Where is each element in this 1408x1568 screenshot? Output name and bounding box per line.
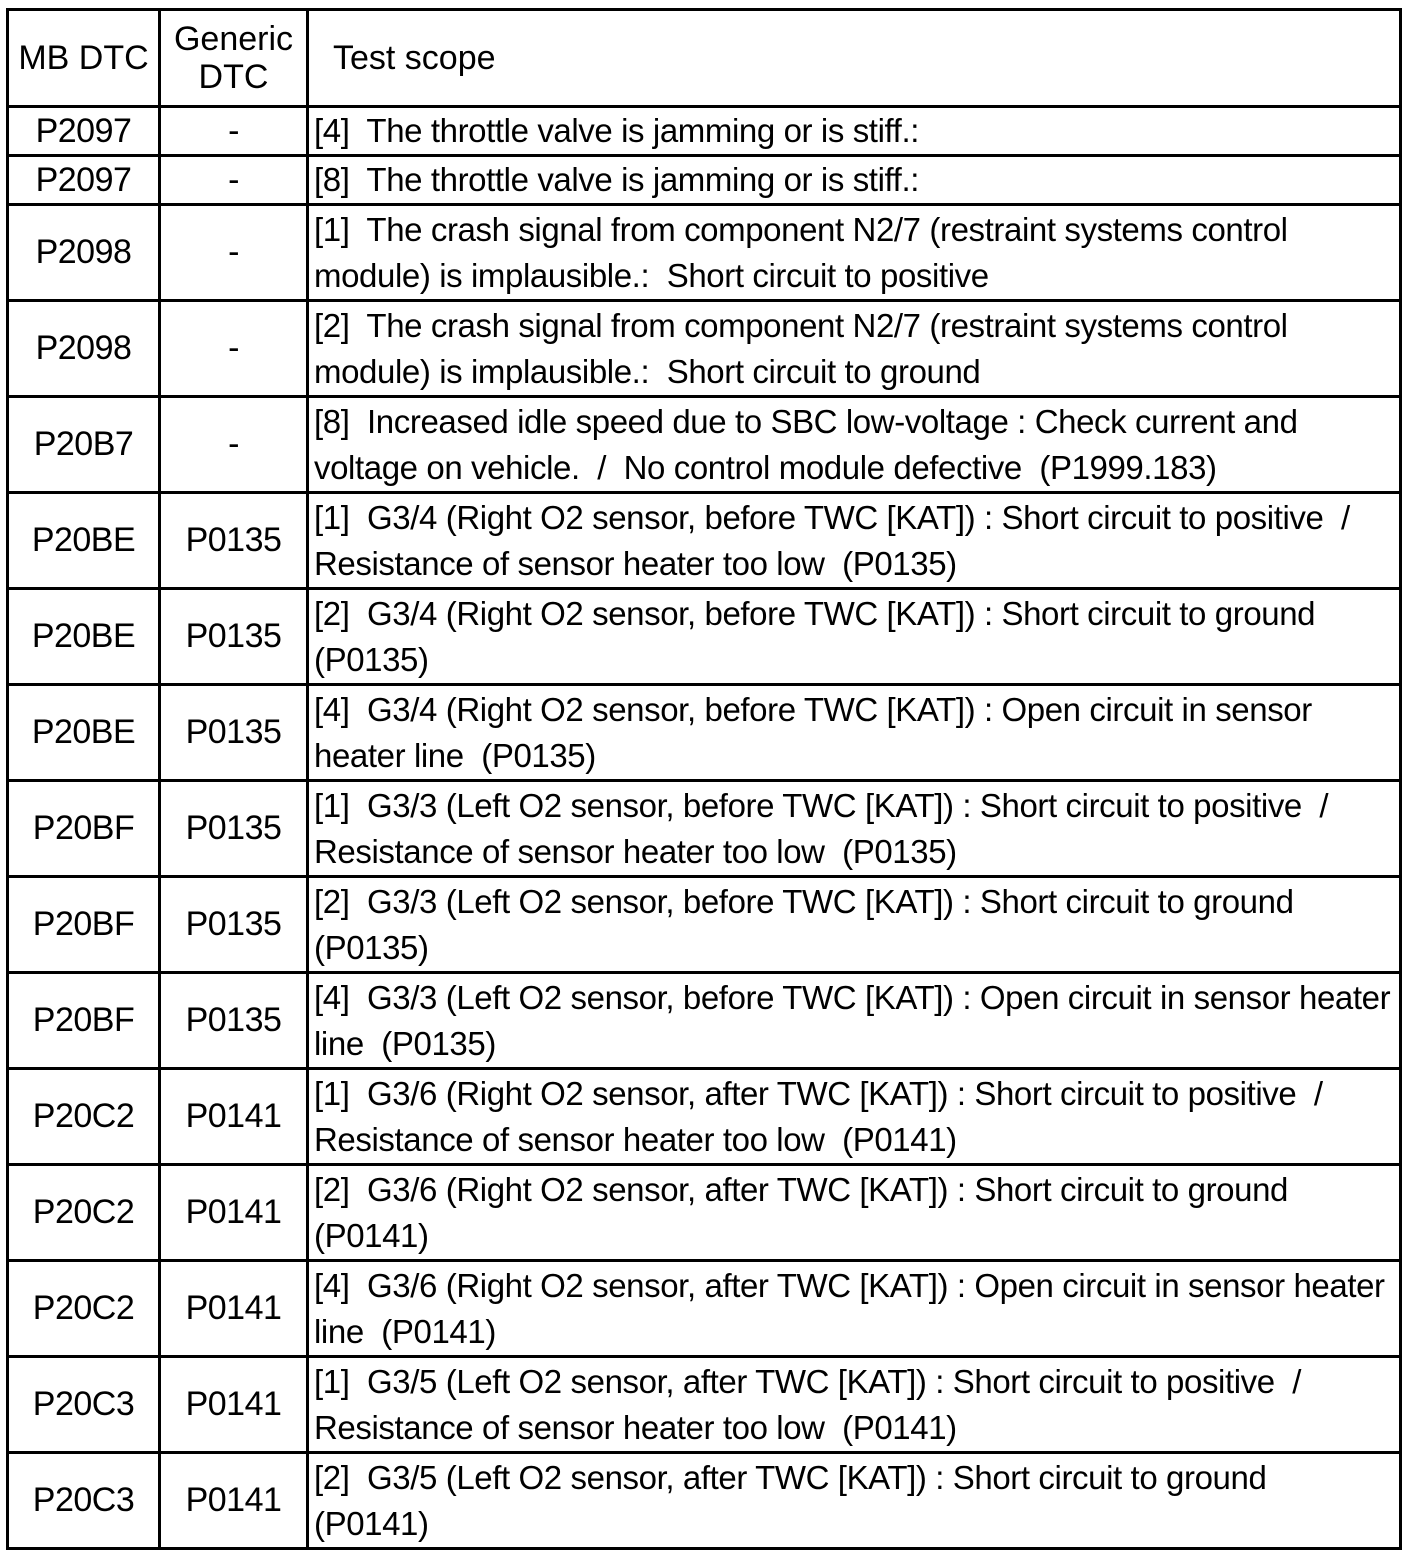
mb-dtc-cell: P20BF bbox=[8, 781, 160, 877]
table-row bbox=[8, 781, 1401, 877]
table-row bbox=[8, 1453, 1401, 1549]
test-scope-text: [1] G3/4 (Right O2 sensor, before TWC [KAT]) : Short circuit to positive / Resistance of sensor heater too low (P0135) bbox=[314, 498, 1368, 582]
test-scope-text: [8] The throttle valve is jamming or is stiff.: bbox=[314, 161, 919, 198]
test-scope-text: [2] G3/3 (Left O2 sensor, before TWC [KAT]) : Short circuit to ground (P0135) bbox=[314, 882, 1312, 966]
test-scope-cell bbox=[308, 589, 1401, 685]
test-scope-cell bbox=[308, 301, 1401, 397]
mb-dtc-cell: P20C2 bbox=[8, 1165, 160, 1261]
test-scope-cell bbox=[308, 1261, 1401, 1357]
header-generic-dtc-line1: Generic bbox=[173, 20, 294, 58]
generic-dtc-cell: P0135 bbox=[160, 685, 308, 781]
test-scope-text: [4] G3/4 (Right O2 sensor, before TWC [KAT]) : Open circuit in sensor heater line (P0135) bbox=[314, 690, 1321, 774]
table-row bbox=[8, 685, 1401, 781]
test-scope-text: [4] The throttle valve is jamming or is stiff.: bbox=[314, 112, 919, 149]
generic-dtc-cell: P0141 bbox=[160, 1453, 308, 1549]
test-scope-cell bbox=[308, 685, 1401, 781]
test-scope-text: [2] G3/6 (Right O2 sensor, after TWC [KAT]) : Short circuit to ground (P0141) bbox=[314, 1170, 1306, 1254]
table-row bbox=[8, 1165, 1401, 1261]
generic-dtc-cell: - bbox=[160, 205, 308, 301]
table-row bbox=[8, 493, 1401, 589]
mb-dtc-cell: P20BE bbox=[8, 493, 160, 589]
test-scope-cell bbox=[308, 1357, 1401, 1453]
generic-dtc-cell: P0135 bbox=[160, 589, 308, 685]
generic-dtc-cell: P0141 bbox=[160, 1261, 308, 1357]
test-scope-text: [2] G3/4 (Right O2 sensor, before TWC [KAT]) : Short circuit to ground (P0135) bbox=[314, 594, 1333, 678]
test-scope-cell bbox=[308, 1069, 1401, 1165]
test-scope-text: [1] G3/5 (Left O2 sensor, after TWC [KAT]) : Short circuit to positive / Resistance of sensor heater too low (P0141) bbox=[314, 1362, 1319, 1446]
generic-dtc-cell: P0135 bbox=[160, 781, 308, 877]
test-scope-cell bbox=[308, 205, 1401, 301]
test-scope-cell bbox=[308, 493, 1401, 589]
generic-dtc-cell: P0135 bbox=[160, 877, 308, 973]
test-scope-cell bbox=[308, 973, 1401, 1069]
table-row bbox=[8, 156, 1401, 205]
mb-dtc-cell: P2097 bbox=[8, 107, 160, 156]
mb-dtc-cell: P20C3 bbox=[8, 1453, 160, 1549]
table-row bbox=[8, 589, 1401, 685]
header-generic-dtc-line2: DTC bbox=[198, 58, 269, 96]
test-scope-cell bbox=[308, 1165, 1401, 1261]
test-scope-text: [2] G3/5 (Left O2 sensor, after TWC [KAT]) : Short circuit to ground (P0141) bbox=[314, 1458, 1284, 1542]
test-scope-text: [8] Increased idle speed due to SBC low-voltage : Check current and voltage on vehicle. / No control module defective (P1999.183) bbox=[314, 402, 1307, 486]
table-row bbox=[8, 205, 1401, 301]
mb-dtc-cell: P20BE bbox=[8, 589, 160, 685]
mb-dtc-cell: P2098 bbox=[8, 301, 160, 397]
test-scope-cell bbox=[308, 107, 1401, 156]
mb-dtc-cell: P20BF bbox=[8, 877, 160, 973]
generic-dtc-cell: P0135 bbox=[160, 973, 308, 1069]
table-row bbox=[8, 877, 1401, 973]
generic-dtc-cell: - bbox=[160, 397, 308, 493]
table-row bbox=[8, 107, 1401, 156]
mb-dtc-cell: P20BE bbox=[8, 685, 160, 781]
generic-dtc-cell: P0135 bbox=[160, 493, 308, 589]
mb-dtc-cell: P2098 bbox=[8, 205, 160, 301]
test-scope-cell bbox=[308, 1453, 1401, 1549]
test-scope-text: [1] The crash signal from component N2/7 (restraint systems control module) is implausible.: Short circuit to positive bbox=[314, 210, 1297, 294]
table-header bbox=[8, 10, 1401, 107]
test-scope-text: [1] G3/6 (Right O2 sensor, after TWC [KAT]) : Short circuit to positive / Resistance of sensor heater too low (P0141) bbox=[314, 1074, 1341, 1158]
header-test-scope: Test scope bbox=[308, 10, 1401, 107]
mb-dtc-cell: P2097 bbox=[8, 156, 160, 205]
mb-dtc-cell: P20C3 bbox=[8, 1357, 160, 1453]
table-body bbox=[8, 107, 1401, 1549]
test-scope-text: [1] G3/3 (Left O2 sensor, before TWC [KAT]) : Short circuit to positive / Resistance of sensor heater too low (P0135) bbox=[314, 786, 1346, 870]
table-row bbox=[8, 1069, 1401, 1165]
generic-dtc-cell: P0141 bbox=[160, 1165, 308, 1261]
generic-dtc-cell: - bbox=[160, 107, 308, 156]
header-generic-dtc bbox=[160, 10, 308, 107]
header-row bbox=[8, 10, 1401, 107]
test-scope-text: [4] G3/6 (Right O2 sensor, after TWC [KAT]) : Open circuit in sensor heater line (P0141) bbox=[314, 1266, 1394, 1350]
test-scope-cell bbox=[308, 877, 1401, 973]
table-row bbox=[8, 301, 1401, 397]
generic-dtc-cell: P0141 bbox=[160, 1357, 308, 1453]
header-mb-dtc: MB DTC bbox=[8, 10, 160, 107]
table-row bbox=[8, 1261, 1401, 1357]
test-scope-text: [4] G3/3 (Left O2 sensor, before TWC [KAT]) : Open circuit in sensor heater line (P0135) bbox=[314, 978, 1399, 1062]
dtc-table bbox=[6, 8, 1402, 1550]
generic-dtc-cell: - bbox=[160, 301, 308, 397]
mb-dtc-cell: P20C2 bbox=[8, 1261, 160, 1357]
mb-dtc-cell: P20C2 bbox=[8, 1069, 160, 1165]
table-row bbox=[8, 1357, 1401, 1453]
mb-dtc-cell: P20BF bbox=[8, 973, 160, 1069]
table-row bbox=[8, 973, 1401, 1069]
test-scope-cell bbox=[308, 156, 1401, 205]
table-row bbox=[8, 397, 1401, 493]
mb-dtc-cell: P20B7 bbox=[8, 397, 160, 493]
test-scope-cell bbox=[308, 397, 1401, 493]
generic-dtc-cell: - bbox=[160, 156, 308, 205]
generic-dtc-cell: P0141 bbox=[160, 1069, 308, 1165]
test-scope-cell bbox=[308, 781, 1401, 877]
test-scope-text: [2] The crash signal from component N2/7 (restraint systems control module) is implausible.: Short circuit to ground bbox=[314, 306, 1297, 390]
